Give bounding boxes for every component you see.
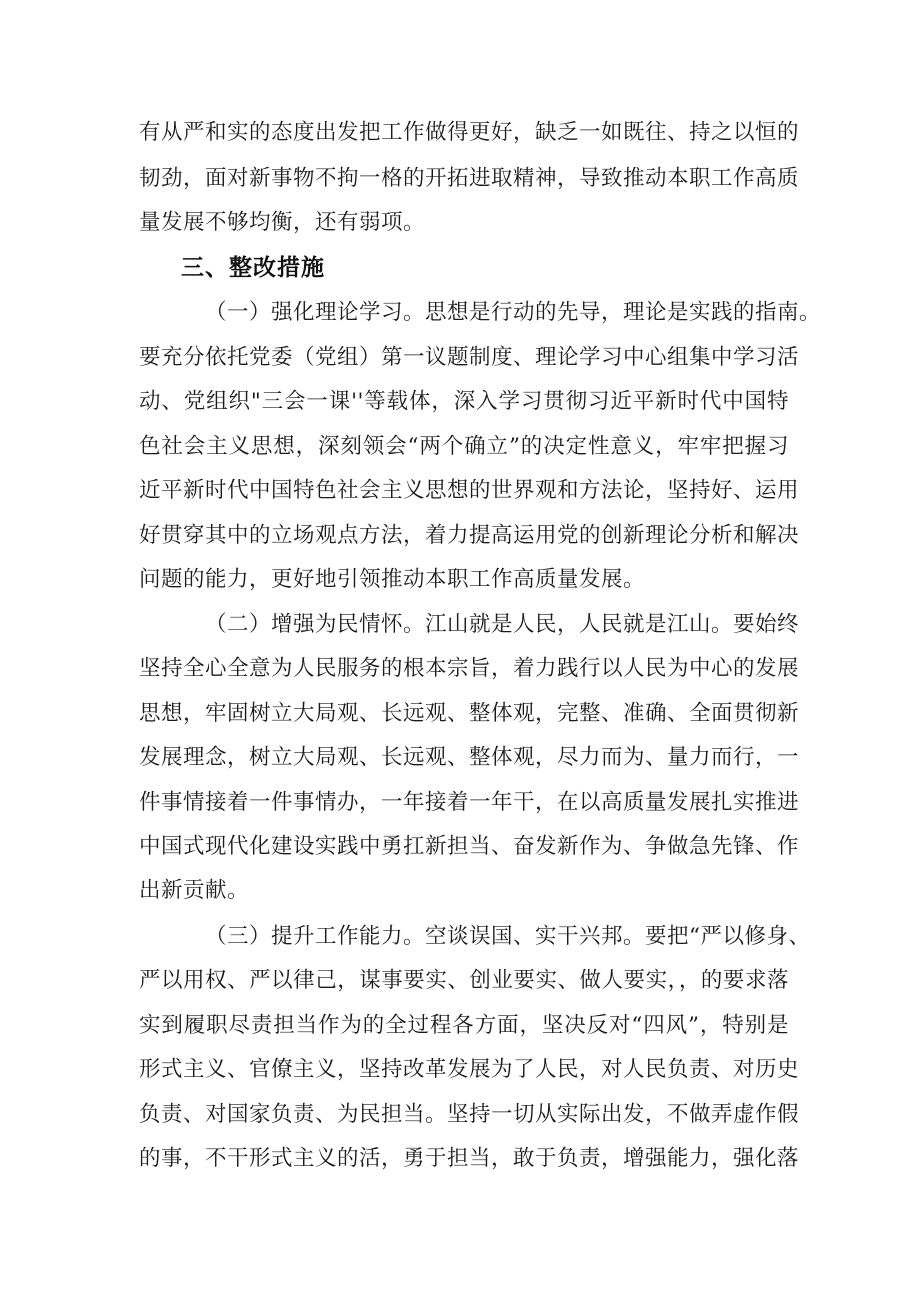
para3-line-2: 严以用权、严以律己，谋事要实、创业要实、做人要实，，的要求落 bbox=[139, 968, 789, 993]
section-heading: 三、整改措施 bbox=[181, 255, 325, 281]
para2-line-2: 坚持全心全意为人民服务的根本宗旨，着力践行以人民为中心的发展 bbox=[139, 656, 800, 681]
para1-line-6: 好贯穿其中的立场观点方法，着力提高运用党的创新理论分析和解决 bbox=[139, 523, 800, 548]
intro-line-1: 有从严和实的态度出发把工作做得更好，缺乏一如既往、持之以恒的 bbox=[139, 120, 800, 145]
para1-line-4: 色社会主义思想，深刻领会“两个确立”的决定性意义，牢牢把握习 bbox=[139, 434, 789, 459]
para3-line-1: （三）提升工作能力。空谈误国、实干兴邦。要把“严以修身、 bbox=[205, 924, 811, 949]
para1-line-3: 动、党组织"三会一课''等载体，深入学习贯彻习近平新时代中国特 bbox=[139, 389, 789, 414]
para1-line-2: 要充分依托党委（党组）第一议题制度、理论学习中心组集中学习活 bbox=[139, 345, 800, 370]
para2-line-3: 思想，牢固树立大局观、长远观、整体观，完整、准确、全面贯彻新 bbox=[139, 701, 800, 726]
intro-line-2: 韧劲，面对新事物不拘一格的开拓进取精神，导致推动本职工作高质 bbox=[139, 166, 800, 191]
para2-line-1: （二）增强为民情怀。江山就是人民，人民就是江山。要始终 bbox=[205, 612, 800, 637]
para3-line-6: 的事，不干形式主义的活，勇于担当，敢于负责，增强能力，强化落 bbox=[139, 1146, 800, 1171]
para1-line-7: 问题的能力，更好地引领推动本职工作高质量发展。 bbox=[139, 567, 646, 592]
para3-line-5: 负责、对国家负责、为民担当。坚持一切从实际出发，不做弄虚作假 bbox=[139, 1102, 800, 1127]
para2-line-7: 出新贡献。 bbox=[139, 878, 250, 903]
para3-line-3: 实到履职尽责担当作为的全过程各方面，坚决反对“四风”，特别是 bbox=[139, 1013, 789, 1038]
para2-line-4: 发展理念，树立大局观、长远观、整体观，尽力而为、量力而行，一 bbox=[139, 745, 800, 770]
para2-line-5: 件事情接着一件事情办，一年接着一年干，在以高质量发展扎实推进 bbox=[139, 790, 800, 815]
para3-line-4: 形式主义、官僚主义，坚持改革发展为了人民，对人民负责、对历史 bbox=[139, 1057, 800, 1082]
para1-line-1: （一）强化理论学习。思想是行动的先导，理论是实践的指南。 bbox=[205, 300, 822, 325]
intro-line-3: 量发展不够均衡，还有弱项。 bbox=[139, 210, 426, 235]
para1-line-5: 近平新时代中国特色社会主义思想的世界观和方法论，坚持好、运用 bbox=[139, 478, 800, 503]
para2-line-6: 中国式现代化建设实践中勇扛新担当、奋发新作为、争做急先锋、作 bbox=[139, 834, 800, 859]
